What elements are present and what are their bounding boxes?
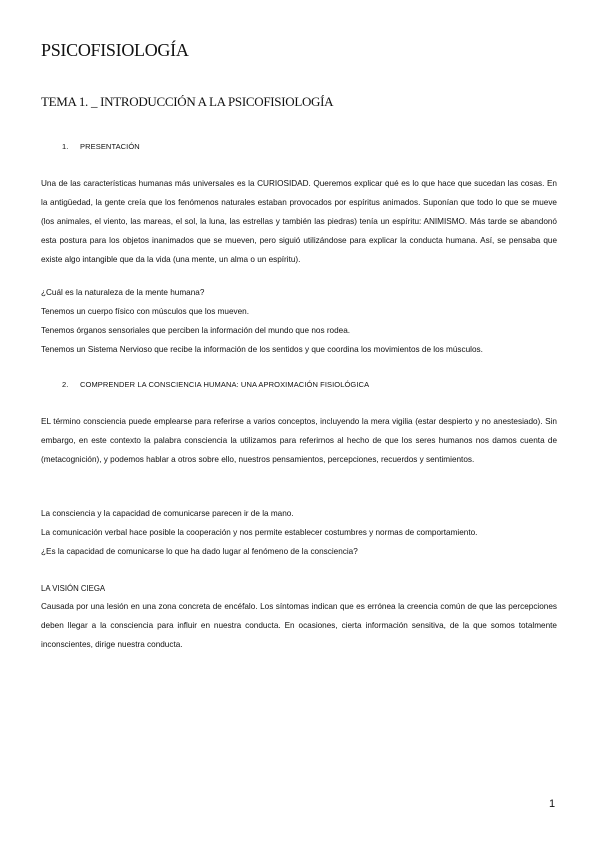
section-1-line: Tenemos un cuerpo físico con músculos que los mueven. bbox=[41, 307, 249, 316]
vision-ciega-heading: LA VISIÓN CIEGA bbox=[41, 584, 106, 593]
section-1-line: Tenemos un Sistema Nervioso que recibe la información de los sentidos y que coordina los movimientos de los músculos. bbox=[41, 345, 483, 354]
section-2-title: COMPRENDER LA CONSCIENCIA HUMANA: UNA APROXIMACIÓN FISIOLÓGICA bbox=[80, 380, 370, 389]
page-number: 1 bbox=[549, 798, 556, 810]
section-2-line: La comunicación verbal hace posible la cooperación y nos permite establecer costumbres y normas de comportamiento. bbox=[41, 528, 478, 537]
section-1-paragraph: Una de las características humanas más universales es la CURIOSIDAD. Queremos explicar qué es lo que hace que sucedan las cosas. En la antigüedad, la gente creía que los fenómenos naturales estaban provocados por espíritus animados. Suponían que todo lo que se mueve (los animales, el viento, las mareas, el sol, la luna, las estrellas y también las piedras) tenía un espíritu: ANIMISMO. Más tarde se abandonó esta postura para los objetos inanimados que se mueven, pero siguió utilizándose para explicar la conducta humana. Así, se pensaba que existe algo intangible que da la vida (una mente, un alma o un espíritu). bbox=[41, 179, 557, 264]
section-2-paragraph: EL término consciencia puede emplearse para referirse a varios conceptos, incluyendo la mera vigilia (estar despierto y no anestesiado). Sin embargo, en este contexto la palabra consciencia la utilizamos para referirnos al hecho de que los seres humanos nos damos cuenta de (metacognición), y podemos hablar a otros sobre ello, nuestros pensamientos, percepciones, recuerdos y sentimientos. bbox=[41, 417, 557, 464]
section-2-line: La consciencia y la capacidad de comunicarse parecen ir de la mano. bbox=[41, 509, 294, 518]
vision-ciega-paragraph: Causada por una lesión en una zona concreta de encéfalo. Los síntomas indican que es errónea la creencia común de que las percepciones deben llegar a la consciencia para influir en nuestra conducta. En ocasiones, cierta información sensitiva, de la que somos totalmente inconscientes, dirige nuestra conducta. bbox=[41, 602, 557, 649]
section-2-heading bbox=[62, 380, 369, 389]
document-title: PSICOFISIOLOGÍA bbox=[41, 40, 189, 60]
section-1-line: Tenemos órganos sensoriales que perciben la información del mundo que nos rodea. bbox=[41, 326, 351, 335]
section-1-line: ¿Cuál es la naturaleza de la mente humana? bbox=[41, 288, 205, 297]
section-1-title: PRESENTACIÓN bbox=[80, 142, 140, 151]
section-2-line: ¿Es la capacidad de comunicarse lo que ha dado lugar al fenómeno de la consciencia? bbox=[41, 547, 358, 556]
section-2-number: 2. bbox=[62, 380, 69, 389]
tema-heading: TEMA 1. _ INTRODUCCIÓN A LA PSICOFISIOLOGÍA bbox=[41, 94, 334, 109]
section-1-heading bbox=[62, 142, 140, 151]
section-1-number: 1. bbox=[62, 142, 69, 151]
